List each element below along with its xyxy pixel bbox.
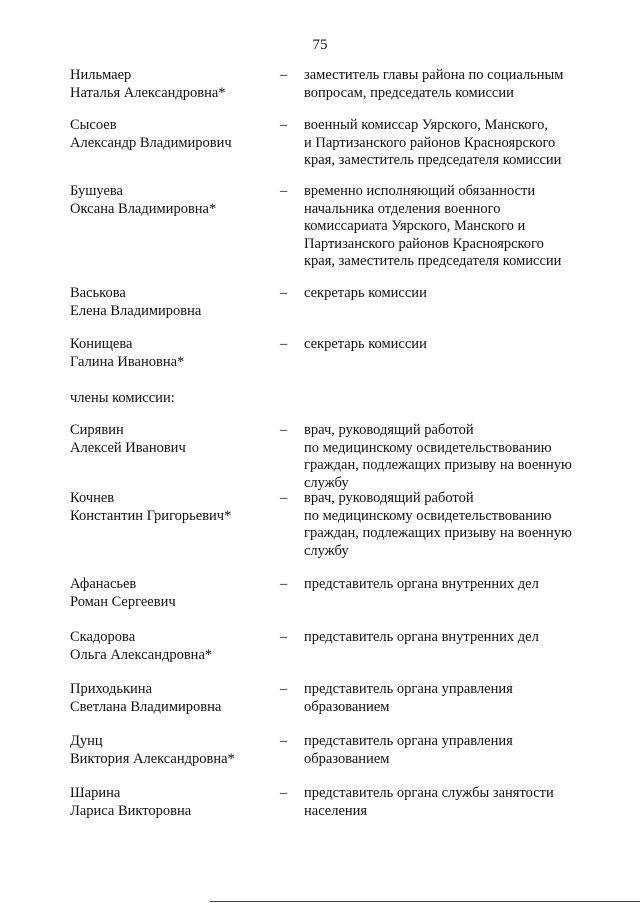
role-line: вопросам, председатель комиссии bbox=[304, 84, 514, 101]
role-line: образованием bbox=[304, 698, 390, 715]
member-role bbox=[304, 681, 604, 716]
surname: Бушуева bbox=[70, 183, 123, 199]
role-line: Партизанского районов Красноярского bbox=[304, 235, 544, 252]
given-names: Ольга Александровна* bbox=[70, 646, 213, 663]
role-line: секретарь комиссии bbox=[304, 285, 427, 301]
surname: Приходькина bbox=[70, 681, 153, 697]
page-number: 75 bbox=[312, 37, 328, 53]
role-line: граждан, подлежащих призыву на военную bbox=[304, 525, 572, 541]
role-line: и Партизанского районов Красноярского bbox=[304, 134, 556, 151]
member-name bbox=[70, 422, 280, 457]
member-role bbox=[304, 183, 604, 271]
role-line: военный комиссар Уярского, Манского, bbox=[304, 117, 549, 133]
member-role bbox=[304, 490, 604, 560]
surname: Шарина bbox=[70, 785, 121, 801]
role-line: по медицинскому освидетельствованию bbox=[304, 439, 552, 456]
role-line: граждан, подлежащих призыву на военную bbox=[304, 457, 572, 473]
dash-separator: – bbox=[280, 67, 288, 83]
member-name bbox=[70, 336, 280, 371]
dash-separator: – bbox=[280, 336, 288, 352]
role-line: представитель органа управления bbox=[304, 681, 513, 697]
surname: Конищева bbox=[70, 336, 133, 352]
role-line: комиссариата Уярского, Манского и bbox=[304, 218, 526, 234]
given-names: Роман Сергеевич bbox=[70, 593, 176, 610]
dash-separator: – bbox=[280, 629, 288, 645]
surname: Нильмаер bbox=[70, 67, 132, 83]
role-line: представитель органа управления bbox=[304, 733, 513, 749]
role-line: населения bbox=[304, 802, 368, 819]
member-name bbox=[70, 117, 280, 152]
surname: Кочнев bbox=[70, 490, 115, 506]
members-section-label: члены комиссии: bbox=[70, 390, 175, 406]
dash-separator: – bbox=[280, 733, 288, 749]
given-names: Виктория Александровна* bbox=[70, 750, 235, 767]
role-line: врач, руководящий работой bbox=[304, 490, 474, 506]
member-name bbox=[70, 67, 280, 102]
member-role bbox=[304, 336, 604, 354]
member-name bbox=[70, 490, 280, 525]
given-names: Алексей Иванович bbox=[70, 439, 186, 456]
role-line: временно исполняющий обязанности bbox=[304, 183, 536, 199]
dash-separator: – bbox=[280, 183, 288, 199]
dash-separator: – bbox=[280, 422, 288, 438]
role-line: края, заместитель председателя комиссии bbox=[304, 152, 562, 168]
given-names: Елена Владимировна bbox=[70, 302, 202, 319]
role-line: начальника отделения военного bbox=[304, 200, 501, 217]
dash-separator: – bbox=[280, 576, 288, 592]
member-role bbox=[304, 67, 604, 102]
role-line: по медицинскому освидетельствованию bbox=[304, 507, 552, 524]
surname: Сысоев bbox=[70, 117, 117, 133]
given-names: Константин Григорьевич* bbox=[70, 507, 232, 524]
dash-separator: – bbox=[280, 681, 288, 697]
role-line: представитель органа внутренних дел bbox=[304, 629, 539, 645]
surname: Дунц bbox=[70, 733, 103, 749]
role-line: заместитель главы района по социальным bbox=[304, 67, 564, 83]
role-line: образованием bbox=[304, 750, 390, 767]
given-names: Наталья Александровна* bbox=[70, 84, 226, 101]
member-role bbox=[304, 117, 604, 170]
given-names: Светлана Владимировна bbox=[70, 698, 222, 715]
member-name bbox=[70, 183, 280, 218]
role-line: врач, руководящий работой bbox=[304, 422, 474, 438]
member-name bbox=[70, 733, 280, 768]
dash-separator: – bbox=[280, 785, 288, 801]
member-role bbox=[304, 785, 604, 820]
dash-separator: – bbox=[280, 117, 288, 133]
surname: Сирявин bbox=[70, 422, 124, 438]
member-role bbox=[304, 422, 604, 492]
member-role bbox=[304, 733, 604, 768]
member-name bbox=[70, 785, 280, 820]
surname: Скадорова bbox=[70, 629, 136, 645]
role-line: службу bbox=[304, 474, 349, 491]
member-role bbox=[304, 576, 604, 594]
given-names: Лариса Викторовна bbox=[70, 802, 192, 819]
dash-separator: – bbox=[280, 490, 288, 506]
member-name bbox=[70, 576, 280, 611]
dash-separator: – bbox=[280, 285, 288, 301]
member-name bbox=[70, 681, 280, 716]
member-name bbox=[70, 629, 280, 664]
surname: Афанасьев bbox=[70, 576, 137, 592]
role-line: представитель органа службы занятости bbox=[304, 785, 554, 801]
given-names: Галина Ивановна* bbox=[70, 353, 185, 370]
role-line: края, заместитель председателя комиссии bbox=[304, 253, 562, 269]
footer-rule bbox=[210, 901, 640, 902]
member-name bbox=[70, 285, 280, 320]
role-line: представитель органа внутренних дел bbox=[304, 576, 539, 592]
role-line: службу bbox=[304, 542, 349, 559]
member-role bbox=[304, 285, 604, 303]
role-line: секретарь комиссии bbox=[304, 336, 427, 352]
surname: Васькова bbox=[70, 285, 126, 301]
given-names: Александр Владимирович bbox=[70, 134, 232, 151]
given-names: Оксана Владимировна* bbox=[70, 200, 217, 217]
member-role bbox=[304, 629, 604, 647]
